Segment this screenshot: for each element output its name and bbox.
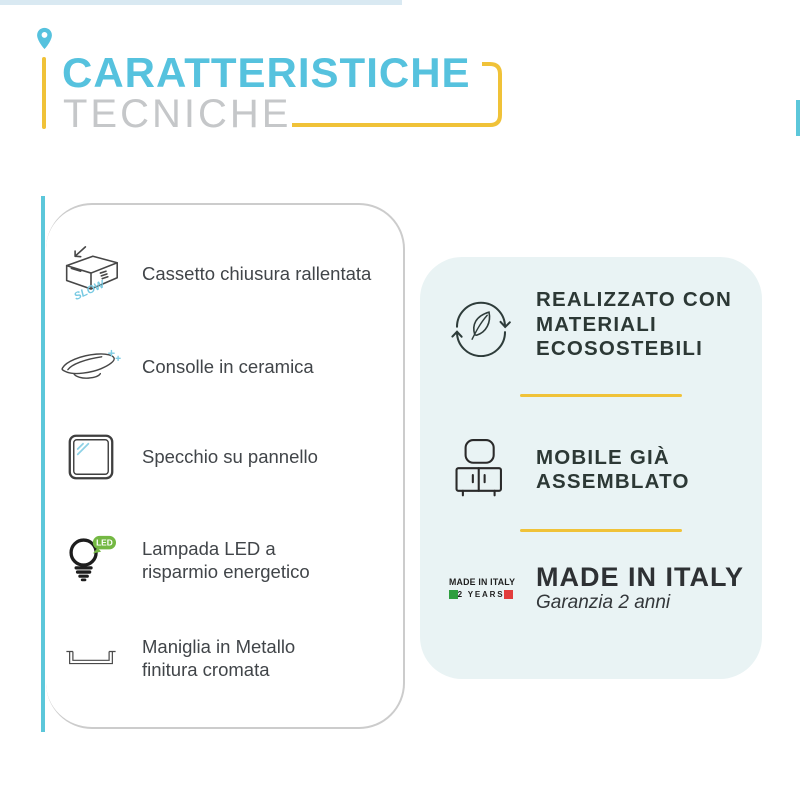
features-panel (46, 203, 405, 729)
slow-label: SLOW (72, 278, 107, 303)
yellow-divider (520, 394, 682, 397)
benefit-row-made-in-italy (448, 558, 748, 618)
right-edge-accent (796, 100, 800, 136)
feature-label: Specchio su pannello (142, 446, 318, 468)
top-accent-bar (0, 0, 402, 5)
flag-green-block (449, 590, 458, 599)
badge-years: 2 YEARS (457, 590, 505, 599)
ceramic-console-icon (54, 347, 128, 387)
benefit-row-eco (448, 275, 748, 375)
metal-handle-icon (54, 648, 128, 668)
led-label: LED (96, 537, 113, 548)
feature-label: Lampada LED a risparmio energetico (142, 537, 310, 582)
page-subtitle: TECNICHE (63, 92, 292, 136)
made-in-italy-badge (448, 577, 514, 599)
feature-label: Cassetto chiusura rallentata (142, 263, 372, 285)
panel-accent-line (41, 196, 45, 732)
feature-label: Maniglia in Metallo finitura cromata (142, 635, 296, 680)
feature-row-handle (54, 623, 399, 693)
yellow-divider (520, 529, 682, 532)
drawer-soft-close-icon (54, 245, 128, 303)
feature-row-led (54, 525, 399, 595)
header-bracket-line (288, 60, 506, 130)
feature-row-mirror (54, 422, 399, 492)
feature-label: Consolle in ceramica (142, 356, 314, 378)
mirror-on-panel-icon (54, 434, 128, 480)
feature-row-drawer (54, 239, 399, 309)
led-bulb-icon (54, 535, 128, 585)
assembled-cabinet-icon (448, 437, 514, 503)
flag-red-block (504, 590, 513, 599)
benefits-panel (420, 257, 762, 679)
location-pin-icon (36, 27, 53, 50)
header-accent-line (42, 57, 46, 129)
benefit-row-assembled (448, 420, 748, 520)
benefit-heading: REALIZZATO CON MATERIALI ECOSOSTEBILI (536, 288, 732, 361)
page-title: CARATTERISTICHE (62, 49, 471, 96)
benefit-heading: MADE IN ITALY Garanzia 2 anni (536, 561, 745, 613)
benefit-heading: MOBILE GIÀ ASSEMBLATO (536, 445, 690, 493)
badge-title: MADE IN ITALY (449, 577, 516, 587)
feature-row-console (54, 332, 399, 402)
recycle-leaf-icon (448, 293, 514, 357)
